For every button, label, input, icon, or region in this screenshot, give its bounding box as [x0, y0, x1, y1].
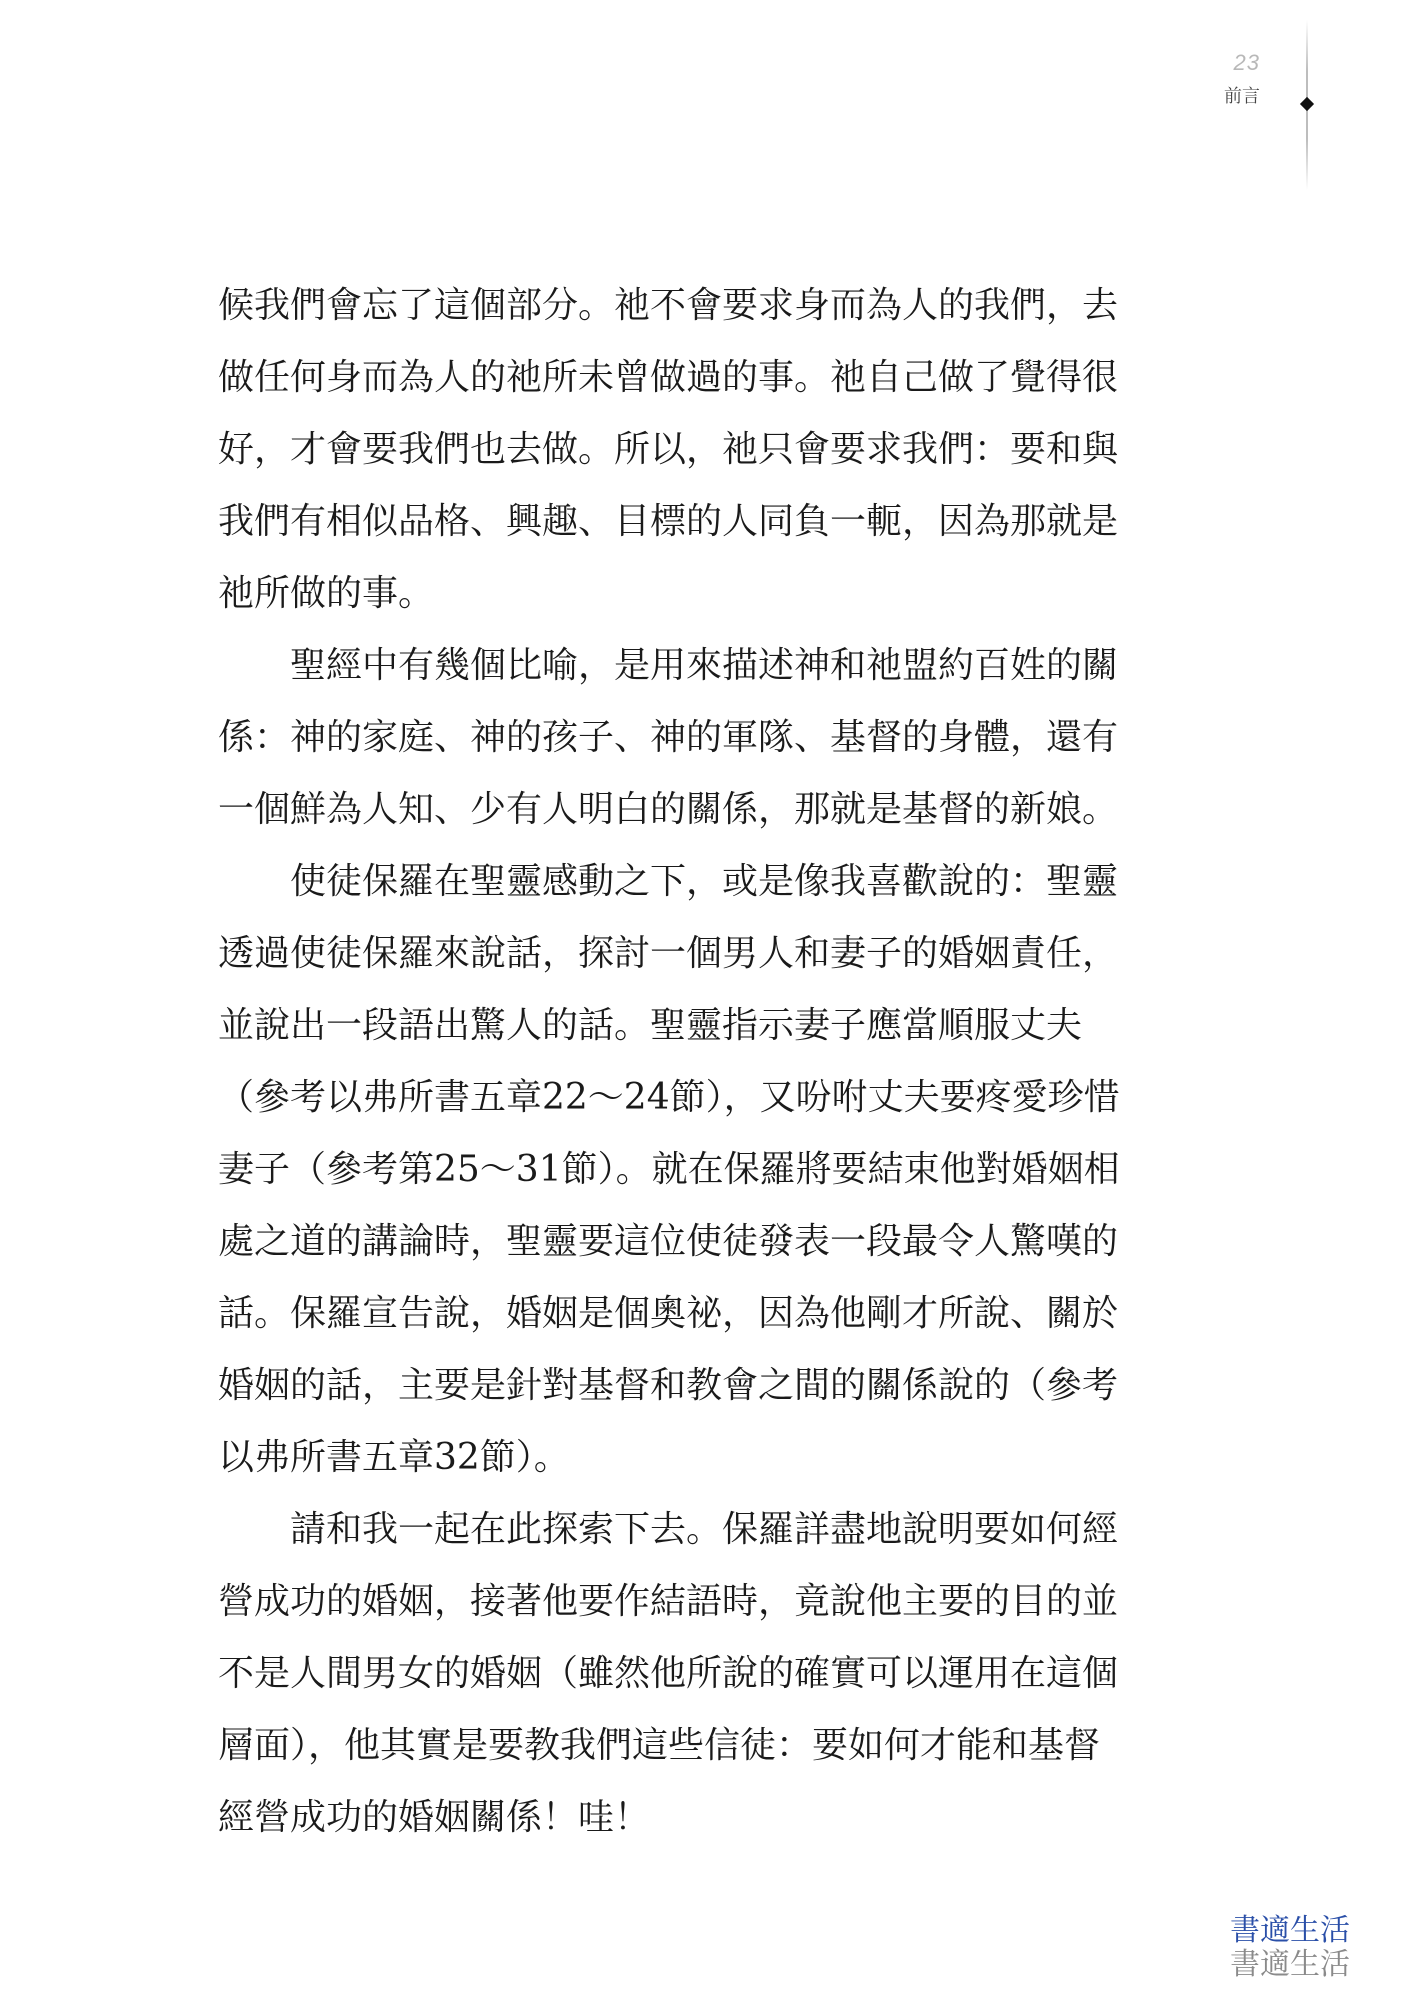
text-line: 聖經中有幾個比喻，是用來描述神和祂盟約百姓的關 [218, 645, 1119, 686]
text-line: 好，才會要我們也去做。所以，祂只會要求我們：要和與 [218, 429, 1119, 470]
text-line: 不是人間男女的婚姻（雖然他所說的確實可以運用在這個 [218, 1653, 1119, 1694]
text-line: 層面），他其實是要教我們這些信徒：要如何才能和基督 [218, 1725, 1101, 1766]
text-line: 經營成功的婚姻關係！哇！ [218, 1797, 651, 1838]
text-line: 一個鮮為人知、少有人明白的關係，那就是基督的新娘。 [218, 789, 1119, 830]
text-line: 話。保羅宣告說，婚姻是個奧祕，因為他剛才所說、關於 [218, 1293, 1119, 1334]
text-line: （參考以弗所書五章22～24節），又吩咐丈夫要疼愛珍惜 [218, 1077, 1120, 1118]
section-title: 前言 [1224, 86, 1260, 107]
text-line: 我們有相似品格、興趣、目標的人同負一軛，因為那就是 [218, 501, 1119, 542]
text-line: 並說出一段語出驚人的話。聖靈指示妻子應當順服丈夫 [218, 1005, 1083, 1046]
text-line: 做任何身而為人的祂所未曾做過的事。祂自己做了覺得很 [218, 357, 1119, 398]
text-line: 使徒保羅在聖靈感動之下，或是像我喜歡說的：聖靈 [218, 861, 1119, 902]
diamond-ornament-icon [1300, 97, 1314, 111]
text-line: 請和我一起在此探索下去。保羅詳盡地說明要如何經 [218, 1509, 1119, 1550]
text-line: 候我們會忘了這個部分。祂不會要求身而為人的我們，去 [218, 285, 1119, 326]
text-line: 祂所做的事。 [218, 573, 435, 614]
running-header [1224, 50, 1260, 108]
text-line: 處之道的講論時，聖靈要這位使徒發表一段最令人驚嘆的 [218, 1221, 1119, 1262]
text-line: 以弗所書五章32節）。 [218, 1437, 570, 1478]
watermark-line-secondary: 書適生活 [1230, 1947, 1350, 1982]
page-number: 23 [1233, 50, 1260, 75]
text-line: 透過使徒保羅來說話，探討一個男人和妻子的婚姻責任， [218, 933, 1119, 974]
text-line: 妻子（參考第25～31節）。就在保羅將要結束他對婚姻相 [218, 1149, 1120, 1190]
text-line: 營成功的婚姻，接著他要作結語時，竟說他主要的目的並 [218, 1581, 1119, 1622]
text-line: 婚姻的話，主要是針對基督和教會之間的關係說的（參考 [218, 1365, 1119, 1406]
watermark-line-primary: 書適生活 [1230, 1913, 1350, 1948]
body-text [218, 270, 1190, 1854]
publisher-watermark [1230, 1914, 1350, 1982]
text-line: 係：神的家庭、神的孩子、神的軍隊、基督的身體，還有 [218, 717, 1119, 758]
